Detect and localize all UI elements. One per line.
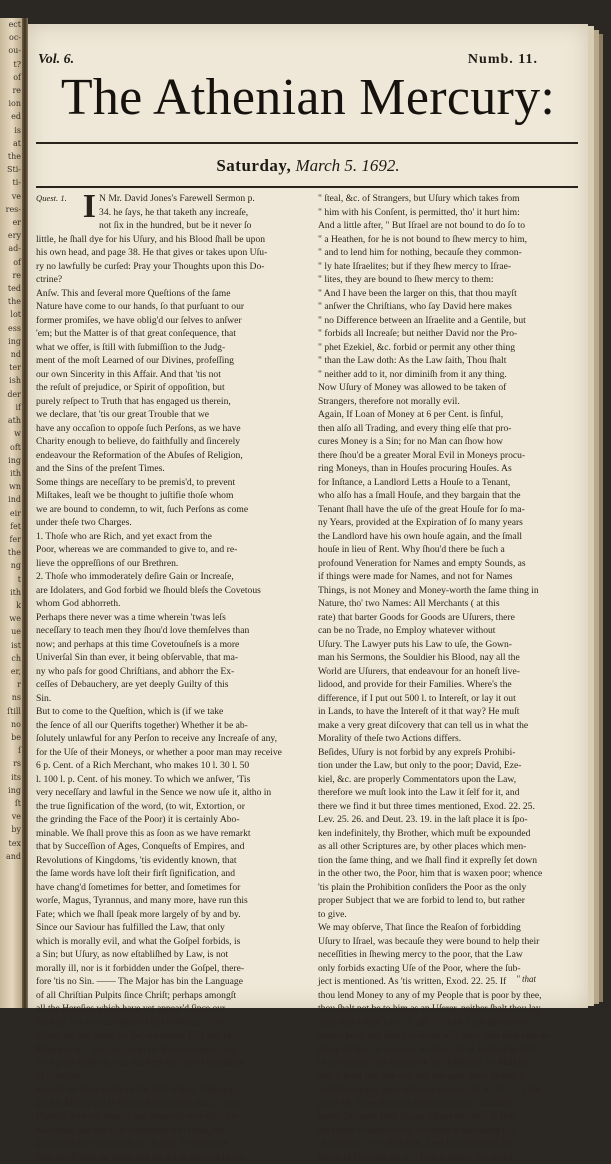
left-page-fragment: oft [0,441,22,454]
text-line: Poor, whereas we are commanded to give to, and re- [36,543,292,557]
text-line: the ſame words have loſt their firſt ſignification, and [36,867,292,881]
text-line: morally ill, nor is it forbidden under the Goſpel, there- [36,962,292,976]
left-page-fragment: ng [0,559,22,572]
left-page-fragment: the [0,295,22,308]
text-line: " And I have been the larger on this, that thou mayſt [318,287,580,301]
left-page-fragment: ti- [0,176,22,189]
text-line: of all Chriſtian Pulpits ſince Chriſt; perhaps amongſt [36,989,292,1003]
text-line: ny Years, provided at the Expiration of ſo many years [318,516,580,530]
text-line: thou ſhalt not be to him as an Uſerer, neither ſhalt thou lay [318,1002,580,1016]
text-line: Beſides, Uſury is not forbid by any expreſs Prohibi- [318,746,580,760]
text-line: ment of the moſt Learned of our Divines, profeſſing [36,354,292,368]
text-line: who alſo has a ſmall Houſe, and they bargain that the [318,489,580,503]
left-page-fragment: t? [0,58,22,71]
text-line: endeavour the Reformation of the Abuſes of Religion, [36,449,292,463]
text-line: " neither add to it, nor diminiſh from it any thing. [318,368,580,382]
left-page-fragment: if [0,401,22,414]
left-page-fragment: the [0,150,22,163]
text-line: " than the Law doth: As the Law ſaith, Thou ſhalt [318,354,580,368]
text-line: his own head, and page 38. He that gives or takes upon Uſu- [36,246,292,260]
text-line: as all other Scriptures are, by other places which men- [318,840,580,854]
text-line: our own Sincerity in this Affair. And that 'tis not [36,368,292,382]
left-page-fragment: ith [0,467,22,480]
text-line: of the Poor. —— And ſo R. Levi Ben Gerſhom, ob- [318,1137,580,1151]
left-page-fragment: ion [0,97,22,110]
left-page-fragment: fer [0,533,22,546]
text-line: the true ſignification of the word, (to wit, Extortion, or [36,800,292,814]
text-line: Uſury to Iſrael, was becauſe they were bound to help their [318,935,580,949]
page-edge [599,34,603,1002]
left-page-fragment: we [0,612,22,625]
left-page-fragment: is [0,124,22,137]
text-line: " no Difference between an Iſraelite and a Gentile, but [318,314,580,328]
text-line: have any occaſion to oppoſe ſuch Perſons, as we have [36,422,292,436]
text-line: difference, if I put out 500 l. to Intereſt, or lay it out [318,692,580,706]
left-page-edge [0,18,22,1008]
text-line: Things, is not Money and Money-worth the ſame thing in [318,584,580,598]
text-line: profound Veneration for Names and empty Sounds, as [318,557,580,571]
catchword: " that [516,974,536,984]
left-page-fragment: w [0,427,22,440]
left-page-fragment: ve [0,810,22,823]
text-line: barely Increaſe; both places reſpect the poor, ſo that [318,1110,580,1124]
text-line: Nature have come to our hands, ſo that purſuant to our [36,300,292,314]
left-page-fragment: be [0,731,22,744]
text-line: upon him Uſury, Lev. 25. 26. 27. And if thy Brother be [318,1016,580,1030]
text-line: the Landlord have his own houſe again, and the ſmall [318,530,580,544]
text-line: permitteth it to Strangers; as 'tis ſaid, To Strangers [36,1137,292,1151]
text-line: Perhaps there never was a time wherein 'twas leſs [36,611,292,625]
left-page-fragment: of [0,256,22,269]
text-line: kiel, &c. are properly Commentators upon the Law, [318,773,580,787]
text-line: 'em; but the Matter is of that great conſequence, that [36,327,292,341]
text-line: the reſult of prejudice, or Spirit of oppoſition, but [36,381,292,395]
text-line: Minor, for any thing we ſee, is evident, for Loan of [36,1029,292,1043]
text-line: ther it from him that will pity the poor. Here Tarbith is [318,1070,580,1084]
text-line: Tenant ſhall have the uſe of the great Houſe for ſo ma- [318,503,580,517]
left-page-fragment: res- [0,203,22,216]
text-line: World are Uſurers, that endeavour for an honeſt live- [318,665,580,679]
left-page-fragment: by [0,823,22,836]
text-line: Now Uſury of Money was allowed to be taken of [318,381,580,395]
text-line: 2. Thoſe who immoderately deſire Gain or Increaſe, [36,570,292,584]
text-line: Morality of theſe two Actions differs. [318,732,580,746]
dateline [28,156,588,176]
left-page-fragment: wn [0,480,22,493]
right-column [318,192,580,1002]
text-line: neceſſary to teach men they ſhou'd love themſelves than [36,624,292,638]
text-line: 6 p. Cent. of a Rich Merchant, who makes 10 l. 30 l. 50 [36,759,292,773]
text-line: former promiſes, we have oblig'd our ſelves to anſwer [36,314,292,328]
left-page-fragment: ch [0,652,22,665]
text-line: " lites, they are bound to ſhew mercy to them: [318,273,580,287]
text-line: the ſence of all our Querifts together) Whether it be ab- [36,719,292,733]
newspaper-page [28,24,588,1008]
text-line: have chang'd ſometimes for better, and ſometimes for [36,881,292,895]
text-line: Money at 6. l. per Cent. is ſo far from an Injury, that [36,1043,292,1057]
masthead-rule [36,142,578,144]
left-page-fragment: ing [0,335,22,348]
left-page-fragment: der [0,388,22,401]
text-line: " forbids all Increaſe; but neither David nor the Pro- [318,327,580,341]
text-line: only forbids exacting Uſe of the Poor, where the ſub- [318,962,580,976]
text-line: whom God abhorreth. [36,597,292,611]
text-line: ſolutely unlawful for any Perſon to receive any Increaſe of any, [36,732,292,746]
text-line: if things were made for Names, and not for Names [318,570,580,584]
text-line: can be no Trade, no Employ whatever without [318,624,580,638]
left-page-fragment: nd [0,348,22,361]
text-line: ry no lawfully be curſed: Pray your Thoughts upon this Do- [36,260,292,274]
text-line: place Mr. Jones ſo much inſiſts upon ) is Tranſlated [318,1097,580,1111]
text-line: to give. [318,908,580,922]
masthead-title: The Athenian Mercury: [28,68,588,128]
left-page-fragment: at [0,137,22,150]
number-label: Numb. 11. [468,52,538,68]
left-page-fragment: ess [0,322,22,335]
text-line: Sin. [36,692,292,706]
text-line: But to come to the Queſtion, which is (if we take [36,705,292,719]
left-page-fragment: eir [0,507,22,520]
left-page-fragment: ish [0,374,22,387]
text-line: And a little after, " But Iſrael are not bound to do ſo to [318,219,580,233]
text-line: the Uſury condemned by Scripture is the taking Uſe [318,1124,580,1138]
text-line: ceſſes of Debauchery, are yet deeply Guilty of this [36,678,292,692]
text-line: Charity enough to believe, do faithfully and ſincerely [36,435,292,449]
text-line: " anſwer the Chriſtians, who ſay David here makes [318,300,580,314]
left-page-fragment: ſt [0,797,22,810]
text-line: the grinding the Face of the Poor) it is certainly Abo- [36,813,292,827]
left-page-fragment: ad- [0,242,22,255]
text-line: lidood, and provide for their Families. Where's the [318,678,580,692]
left-page-fragment: ſ [0,744,22,757]
left-page-fragment: re [0,269,22,282]
text-line: very neceſſary and lawful in the Sence we now uſe it, altho in [36,786,292,800]
text-line: ctrine? [36,273,292,287]
left-page-fragment: ith [0,586,22,599]
text-line: what we offer, is ſtill with ſubmiſſion to the Judg- [36,341,292,355]
text-line: we are bound to condemn, to wit, ſuch Perſons as come [36,503,292,517]
left-page-fragment: ſtill [0,705,22,718]
text-line: are Idolaters, and God forbid we ſhould bleſs the Covetous [36,584,292,598]
text-line: which is morally evil, and what the Goſpel forbids, is [36,935,292,949]
text-line: Anſw. This and ſeveral more Queſtions of the ſame [36,287,292,301]
text-line: Pſalmiſt does not State it any otherwiſe than the Law [36,1110,292,1124]
left-page-fragment: ist [0,639,22,652]
text-line: ject is mentioned. As 'tis written, Exod. 22. 25. If [318,975,580,989]
text-line: not ſix in the hundred, but be it never ſo [36,219,292,233]
left-page-fragment: ter [0,361,22,374]
text-line: hath done, and the Law forbiddeth it to Iſrael, but [36,1124,292,1138]
left-page-fragment: ind [0,493,22,506]
text-line: Saviour, not one has diſputed this particular. The [36,1016,292,1030]
text-line: ry and unjuſt Gain increaſeth his Subſtance, he ſhall ga- [318,1056,580,1070]
left-page-fragment: ns [0,691,22,704]
text-line: 'tis a great kindneſs, and has been the riſe of thouſands [36,1056,292,1070]
left-page-fragment: ve [0,190,22,203]
text-line: " phet Ezekiel, &c. forbid or permit any other thing [318,341,580,355]
text-line: in Lands, to have the Intereſt of it that way? He muſt [318,705,580,719]
dateline-date: March 5. 1692. [295,156,399,175]
text-line: neceſſities in ſhewing mercy to the poor, that the Law [318,948,580,962]
left-page-fragment: r [0,678,22,691]
text-line: Strangers, therefore not morally evil. [318,395,580,409]
text-line: of Families. [36,1070,292,1084]
text-line: we declare, that 'tis our great Trouble that we [36,408,292,422]
dateline-day: Saturday, [216,156,291,175]
text-line: thou mayſt lend on Uſury, but 'tis not ſo allowed to rob, [36,1151,292,1164]
text-line: Miſtakes, leaſt we be thought to juſtifie thoſe whom [36,489,292,503]
text-line: lieve the oppreſſions of our Brethren. [36,557,292,571]
text-line: We may obſerve, That ſince the Reaſon of forbidding [318,921,580,935]
left-page-fragment: ath [0,414,22,427]
text-line: " him with his Conſent, is permitted, tho' it hurt him: [318,206,580,220]
left-page-fragment: ery [0,229,22,242]
text-line: fore 'tis no Sin. —— The Major has bin the Language [36,975,292,989]
text-line: tion the ſame thing, and we ſhall find it expreſly ſet down [318,854,580,868]
left-page-fragment: ect [0,18,22,31]
left-page-fragment: ue [0,625,22,638]
text-line: ken indefinitely, thy Brother, which muſt be expounded [318,827,580,841]
volume-label: Vol. 6. [38,52,74,68]
text-line: 'tis plain the Prohibition conſiders the Poor as the only [318,881,580,895]
text-line: proper Subject that we are forbid to lend to, but rather [318,894,580,908]
dateline-rule [36,186,578,188]
text-line: put his Money out to Uſury, Paraphraſeth thus, " The [36,1097,292,1111]
question-label: Quest. 1. [36,192,67,206]
left-page-fragment: er, [0,665,22,678]
text-line: little, he ſhall dye for his Uſury, and his Blood ſhall be upon [36,233,292,247]
text-line: rate) that barter Goods for Goods are Uſurers, there [318,611,580,625]
text-line: man his Sermons, the Souldier his Blood, nay all the [318,651,580,665]
text-line: then alſo all Trading, and every thing elſe that pro- [318,422,580,436]
text-line: that by Succeſſion of Ages, Conqueſts of Empires, and [36,840,292,854]
text-line: " ſteal, &c. of Strangers, but Uſury which takes from [318,192,580,206]
text-line: Again, If Loan of Money at 6 per Cent. is ſinful, [318,408,580,422]
text-line: 34. he ſays, he that taketh any increaſe, [36,206,292,220]
left-page-fragment: ou- [0,44,22,57]
text-line: a Sin; but Uſury, as now eſtabliſhed by Law, is not [36,948,292,962]
text-line: " a Heathen, for he is not bound to ſhew mercy to him, [318,233,580,247]
left-page-fragment: ing [0,784,22,797]
text-line: make a very great diſcovery that can tell us in what the [318,719,580,733]
text-line: 1. Thoſe who are Rich, and yet exact from the [36,530,292,544]
left-page-fragment: er [0,216,22,229]
text-line: for the Uſe of their Moneys, or whether a poor man may receive [36,746,292,760]
text-line: minable. We ſhall prove this as ſoon as we have remarkt [36,827,292,841]
text-line: thou lend Money to any of my People that is poor by thee, [318,989,580,1003]
text-line: Univerſal Sin than ever, it being obſervable, that ma- [36,651,292,665]
text-line: in the other two, the Poor, him that is waxen poor; whence [318,867,580,881]
text-line: for Inſtance, a Landlord Letts a Houſe to a Tenant, [318,476,580,490]
left-page-fragment: re [0,84,22,97]
left-page-fragment: the [0,546,22,559]
text-line: Lev. 25. 26. and Deut. 23. 19. in the laſt place it is ſpo- [318,813,580,827]
left-page-fragment: Sti- [0,163,22,176]
left-page-fragment: ing [0,454,22,467]
text-line: Revolutions of Kingdoms, 'tis evidently known, that [36,854,292,868]
text-line: there ſhou'd be a greater Moral Evil in Moneys procu- [318,449,580,463]
left-page-fragment: no [0,718,22,731]
left-page-fragment: and [0,850,22,863]
text-line: ſerves in Proverbs 28. 8. " God ſo orders the matter, [318,1151,580,1164]
text-line: tranſlated unjuſt gain, which in Ezekiel 18. 8, 13. 17. ( the [318,1083,580,1097]
text-line: ring Moneys, than in Houſes procuring Houſes. As [318,462,580,476]
left-page-fragment: its [0,771,22,784]
text-line: l. 100 l. p. Cent. of his money. To which we anſwer, 'Tis [36,773,292,787]
left-page-fragment: k [0,599,22,612]
left-page-fragment: oc- [0,31,22,44]
left-page-fragment: tex [0,837,22,850]
left-page-fragment: rs [0,757,22,770]
text-line: waxen poor, and fallen to decay with thee, thou ſhalt take no [318,1029,580,1043]
text-line: Fate; which we ſhall ſpeak more largely of by and by. [36,908,292,922]
text-line: now; and perhaps at this time Covetouſneſs is a more [36,638,292,652]
text-line: and the Sins of the preſent Times. [36,462,292,476]
text-line: ny who paſs for good Chriſtians, and abhorr the Ex- [36,665,292,679]
text-line: worſe, Magus, Tyrannus, and many more, have run this [36,894,292,908]
left-column [36,192,292,1002]
text-line: Some things are neceſſary to be premis'd, to prevent [36,476,292,490]
text-line: Uſury. The Lawyer puts his Law to uſe, the Gown- [318,638,580,652]
text-line: houſe in lieu of Rent. Why ſhou'd there be ſuch a [318,543,580,557]
text-line: under theſe two Charges. [36,516,292,530]
text-line: therefore we muſt look into the Law it ſelf for it, and [318,786,580,800]
left-page-fragment: lot [0,308,22,321]
text-line: tion under the Law, but only to the poor; David, Eze- [318,759,580,773]
text-line: Kimchi on theſe words of the 15th. Pſalm, Hath not [36,1083,292,1097]
text-line: all the Hereſies which have yet appear'd ſince our [36,1002,292,1016]
left-page-fragment: t [0,573,22,586]
text-line: " ly hate Iſraelites; but if they ſhew mercy to Iſrae- [318,260,580,274]
text-line: Since our Saviour has fulfilled the Law, that only [36,921,292,935]
text-line: N Mr. David Jones's Farewell Sermon p. [36,192,292,206]
text-line: " and to lend him for nothing, becauſe they common- [318,246,580,260]
text-line: cures Money is a Sin; for no Man can ſhow how [318,435,580,449]
left-page-fragment: ted [0,282,22,295]
left-page-fragment: of [0,71,22,84]
text-line: Nature, tho' two Names: All Merchants ( at this [318,597,580,611]
drop-cap: I [83,192,96,222]
left-page-fragment: ed [0,110,22,123]
text-line: purely reſpect to Truth that has engaged us therein, [36,395,292,409]
text-line: Uſury of him, or Increaſe: So Prov. 28. 8. He that by Uſu- [318,1043,580,1057]
left-page-fragment: fet [0,520,22,533]
text-line: there we find it but three times mentioned, Exod. 22. 25. [318,800,580,814]
